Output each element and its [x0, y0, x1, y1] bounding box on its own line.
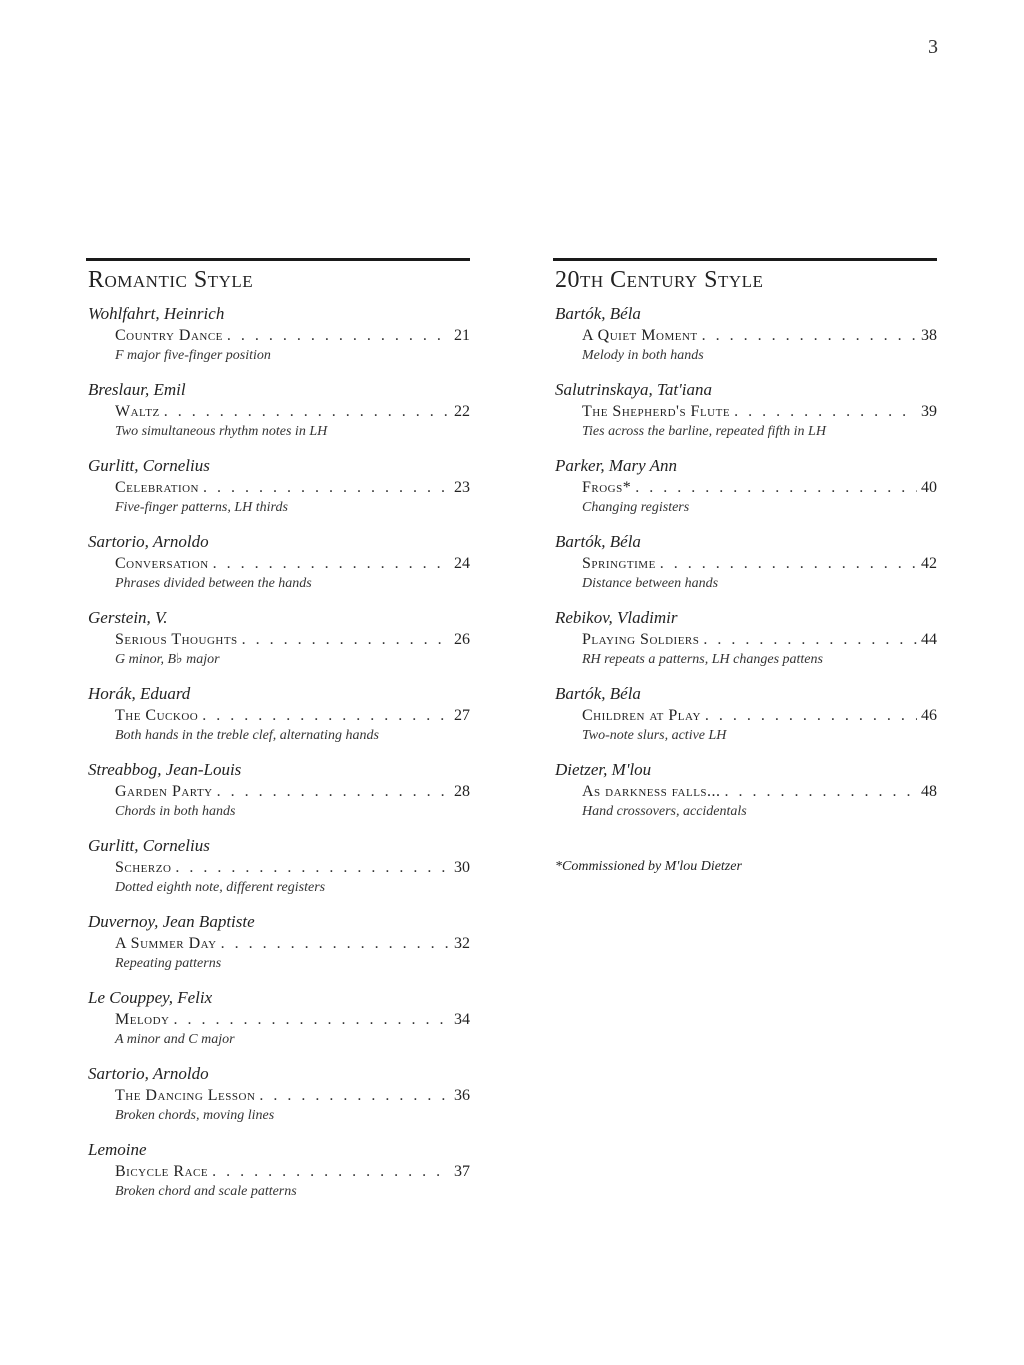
piece-description: Chords in both hands: [115, 804, 236, 819]
toc-entry: [553, 683, 937, 745]
toc-entry: [86, 987, 470, 1049]
piece-title: Conversation: [115, 555, 209, 572]
piece-description: Hand crossovers, accidentals: [582, 804, 747, 819]
dot-leader: [227, 325, 450, 347]
dot-leader: [164, 401, 450, 423]
section-title: 20th Century Style: [555, 267, 764, 293]
page-reference: 26: [454, 631, 470, 648]
page-reference: 34: [454, 1011, 470, 1028]
toc-entry: [553, 455, 937, 517]
dot-leader: [734, 401, 917, 423]
page-reference: 44: [921, 631, 937, 648]
piece-title: As darkness falls...: [582, 783, 721, 800]
romantic-style-section: [86, 258, 470, 1215]
composer-name: Lemoine: [88, 1140, 147, 1159]
piece-description: Both hands in the treble clef, alternating hands: [115, 728, 379, 743]
dot-leader: [203, 477, 450, 499]
piece-line: [115, 781, 470, 803]
composer-name: Wohlfahrt, Heinrich: [88, 304, 225, 323]
piece-description: Two simultaneous rhythm notes in LH: [115, 424, 328, 439]
piece-line: [115, 1161, 470, 1183]
composer-name: Sartorio, Arnoldo: [88, 532, 209, 551]
page-reference: 37: [454, 1163, 470, 1180]
dot-leader: [635, 477, 917, 499]
piece-title: Children at Play: [582, 707, 701, 724]
composer-name: Streabbog, Jean-Louis: [88, 760, 242, 779]
piece-title: Melody: [115, 1011, 170, 1028]
toc-entry: [553, 759, 937, 821]
piece-description: A minor and C major: [115, 1032, 235, 1047]
toc-entry: [86, 607, 470, 669]
dot-leader: [705, 705, 917, 727]
composer-name: Le Couppey, Felix: [88, 988, 213, 1007]
composer-name: Bartók, Béla: [555, 684, 641, 703]
piece-title: The Shepherd's Flute: [582, 403, 731, 420]
entry-list: [553, 303, 937, 821]
page-reference: 42: [921, 555, 937, 572]
composer-name: Gurlitt, Cornelius: [88, 836, 210, 855]
piece-line: [115, 325, 470, 347]
composer-name: Bartók, Béla: [555, 532, 641, 551]
dot-leader: [702, 325, 917, 347]
page-reference: 28: [454, 783, 470, 800]
piece-title: Country Dance: [115, 327, 223, 344]
section-divider: [86, 258, 470, 261]
20th-century-style-section: [553, 258, 937, 875]
piece-description: Broken chord and scale patterns: [115, 1184, 297, 1199]
page-reference: 30: [454, 859, 470, 876]
page-reference: 24: [454, 555, 470, 572]
piece-description: Ties across the barline, repeated fifth in LH: [582, 424, 826, 439]
piece-title: Scherzo: [115, 859, 172, 876]
dot-leader: [259, 1085, 450, 1107]
toc-entry: [553, 303, 937, 365]
section-title: Romantic Style: [88, 267, 254, 293]
page-reference: 38: [921, 327, 937, 344]
piece-description: Two-note slurs, active LH: [582, 728, 727, 743]
piece-title: The Cuckoo: [115, 707, 199, 724]
piece-line: [582, 401, 937, 423]
piece-description: Changing registers: [582, 500, 690, 515]
page-number: 3: [928, 36, 938, 58]
page-reference: 32: [454, 935, 470, 952]
page-reference: 48: [921, 783, 937, 800]
composer-name: Parker, Mary Ann: [555, 456, 677, 475]
piece-title: Garden Party: [115, 783, 213, 800]
page-reference: 27: [454, 707, 470, 724]
dot-leader: [221, 933, 450, 955]
piece-title: Playing Soldiers: [582, 631, 700, 648]
toc-entry: [86, 759, 470, 821]
toc-entry: [86, 1063, 470, 1125]
composer-name: Gurlitt, Cornelius: [88, 456, 210, 475]
dot-leader: [660, 553, 917, 575]
piece-line: [115, 705, 470, 727]
toc-entry: [86, 835, 470, 897]
piece-description: Melody in both hands: [582, 348, 704, 363]
piece-line: [115, 401, 470, 423]
piece-description: Distance between hands: [582, 576, 719, 591]
piece-line: [115, 553, 470, 575]
page-reference: 40: [921, 479, 937, 496]
toc-entry: [553, 379, 937, 441]
piece-line: [582, 781, 937, 803]
piece-line: [115, 933, 470, 955]
dot-leader: [213, 553, 450, 575]
piece-line: [582, 325, 937, 347]
piece-line: [582, 553, 937, 575]
piece-line: [115, 857, 470, 879]
piece-title: Frogs*: [582, 479, 632, 496]
toc-entry: [86, 379, 470, 441]
composer-name: Dietzer, M'lou: [555, 760, 652, 779]
toc-entry: [86, 303, 470, 365]
composer-name: Rebikov, Vladimir: [555, 608, 678, 627]
piece-description: Repeating patterns: [115, 956, 222, 971]
piece-title: A Summer Day: [115, 935, 217, 952]
toc-entry: [86, 911, 470, 973]
piece-description: F major five-finger position: [115, 348, 271, 363]
dot-leader: [703, 629, 917, 651]
piece-title: Springtime: [582, 555, 656, 572]
composer-name: Sartorio, Arnoldo: [88, 1064, 209, 1083]
toc-entry: [86, 455, 470, 517]
piece-line: [115, 1085, 470, 1107]
dot-leader: [242, 629, 450, 651]
piece-line: [582, 477, 937, 499]
piece-line: [582, 629, 937, 651]
piece-line: [582, 705, 937, 727]
composer-name: Bartók, Béla: [555, 304, 641, 323]
footnote: *Commissioned by M'lou Dietzer: [555, 859, 742, 874]
piece-title: Celebration: [115, 479, 199, 496]
dot-leader: [725, 781, 917, 803]
composer-name: Gerstein, V.: [88, 608, 168, 627]
composer-name: Breslaur, Emil: [88, 380, 186, 399]
toc-entry: [86, 1139, 470, 1201]
toc-entry: [86, 683, 470, 745]
piece-title: A Quiet Moment: [582, 327, 698, 344]
toc-entry: [86, 531, 470, 593]
dot-leader: [212, 1161, 450, 1183]
composer-name: Duvernoy, Jean Baptiste: [88, 912, 255, 931]
page-reference: 21: [454, 327, 470, 344]
page-reference: 36: [454, 1087, 470, 1104]
composer-name: Salutrinskaya, Tat'iana: [555, 380, 712, 399]
page-reference: 39: [921, 403, 937, 420]
section-divider: [553, 258, 937, 261]
toc-entry: [553, 531, 937, 593]
dot-leader: [217, 781, 450, 803]
page-reference: 46: [921, 707, 937, 724]
piece-title: Waltz: [115, 403, 160, 420]
piece-title: Bicycle Race: [115, 1163, 209, 1180]
piece-line: [115, 629, 470, 651]
dot-leader: [174, 1009, 451, 1031]
entry-list: [86, 303, 470, 1201]
piece-description: RH repeats a patterns, LH changes pattens: [582, 652, 823, 667]
piece-description: G minor, B♭ major: [115, 652, 220, 667]
composer-name: Horák, Eduard: [88, 684, 191, 703]
piece-line: [115, 1009, 470, 1031]
toc-entry: [553, 607, 937, 669]
piece-description: Phrases divided between the hands: [115, 576, 312, 591]
dot-leader: [202, 705, 450, 727]
dot-leader: [175, 857, 450, 879]
piece-title: The Dancing Lesson: [115, 1087, 256, 1104]
page-reference: 22: [454, 403, 470, 420]
piece-title: Serious Thoughts: [115, 631, 238, 648]
piece-description: Broken chords, moving lines: [115, 1108, 275, 1123]
piece-description: Five-finger patterns, LH thirds: [115, 500, 288, 515]
piece-line: [115, 477, 470, 499]
piece-description: Dotted eighth note, different registers: [115, 880, 326, 895]
page-reference: 23: [454, 479, 470, 496]
